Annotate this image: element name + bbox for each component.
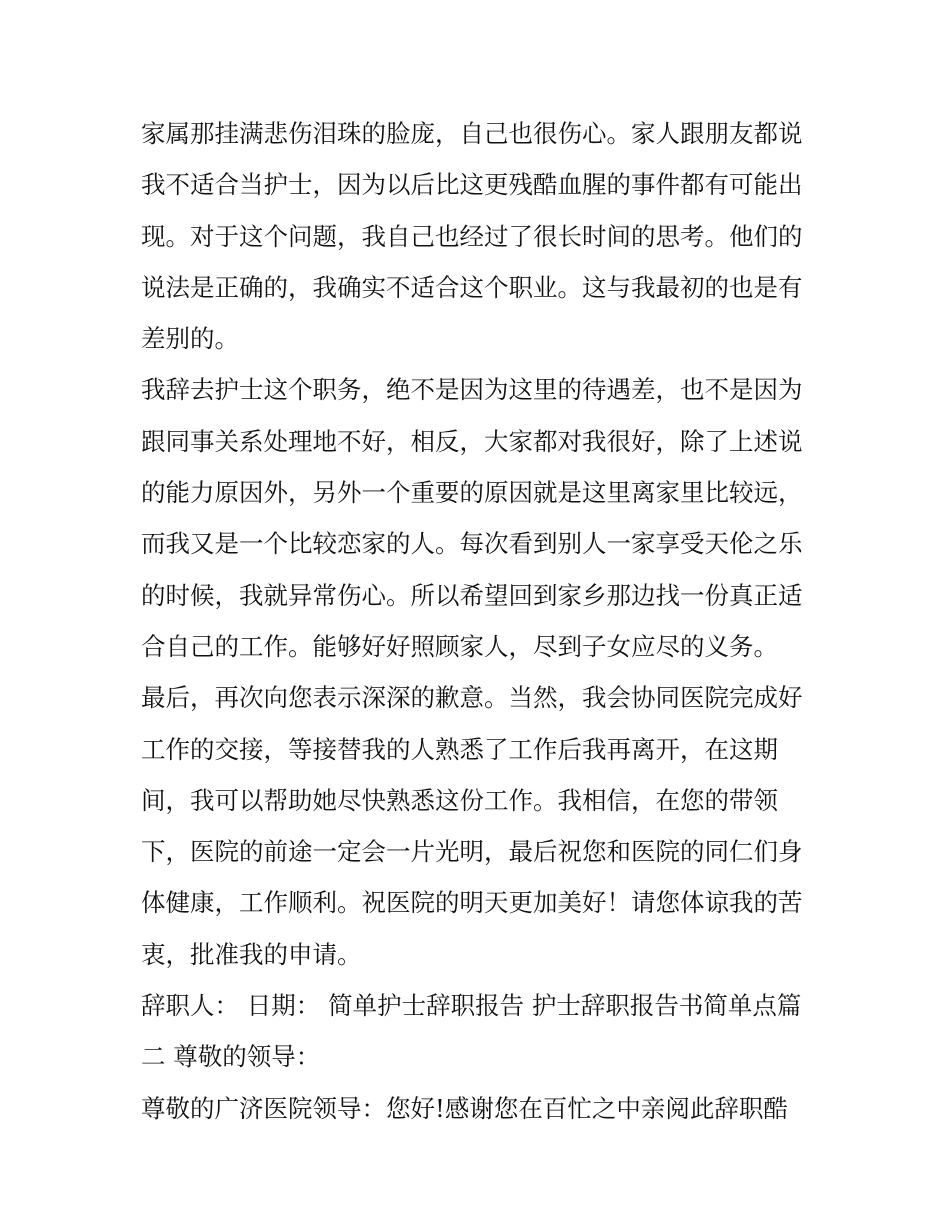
text-line: 说法是正确的，我确实不适合这个职业。这与我最初的也是有 — [141, 272, 803, 302]
text-line: 我不适合当护士，因为以后比这更残酷血腥的事件都有可能出 — [141, 170, 803, 200]
text-line: 现。对于这个问题，我自己也经过了很长时间的思考。他们的 — [141, 221, 803, 251]
text-line: 差别的。 — [141, 324, 239, 354]
text-line: 辞职人： 日期： 简单护士辞职报告 护士辞职报告书简单点篇 — [141, 991, 802, 1021]
text-line: 工作的交接，等接替我的人熟悉了工作后我再离开，在这期 — [141, 734, 778, 764]
text-line: 的能力原因外，另外一个重要的原因就是这里离家里比较远， — [141, 478, 803, 508]
text-line: 合自己的工作。能够好好照顾家人，尽到子女应尽的义务。 — [141, 631, 778, 661]
text-line: 衷，批准我的申请。 — [141, 939, 362, 969]
text-line: 二 尊敬的领导： — [141, 1042, 321, 1072]
text-line: 最后，再次向您表示深深的歉意。当然，我会协同医院完成好 — [141, 683, 803, 713]
text-line: 家属那挂满悲伤泪珠的脸庞，自己也很伤心。家人跟朋友都说 — [141, 119, 803, 148]
text-line: 的时候，我就异常伤心。所以希望回到家乡那边找一份真正适 — [141, 580, 803, 610]
text-line: 而我又是一个比较恋家的人。每次看到别人一家享受天伦之乐 — [141, 529, 803, 559]
text-line: 尊敬的广济医院领导：您好!感谢您在百忙之中亲阅此辞职酷 — [141, 1093, 788, 1123]
text-line: 跟同事关系处理地不好，相反，大家都对我很好，除了上述说 — [141, 426, 803, 456]
document-body — [141, 108, 813, 1134]
text-line: 我辞去护士这个职务，绝不是因为这里的待遇差，也不是因为 — [141, 375, 803, 405]
text-line: 下，医院的前途一定会一片光明，最后祝您和医院的同仁们身 — [141, 837, 803, 867]
text-line: 体健康，工作顺利。祝医院的明天更加美好！请您体谅我的苦 — [141, 888, 803, 918]
text-line: 间，我可以帮助她尽快熟悉这份工作。我相信，在您的带领 — [141, 785, 778, 815]
